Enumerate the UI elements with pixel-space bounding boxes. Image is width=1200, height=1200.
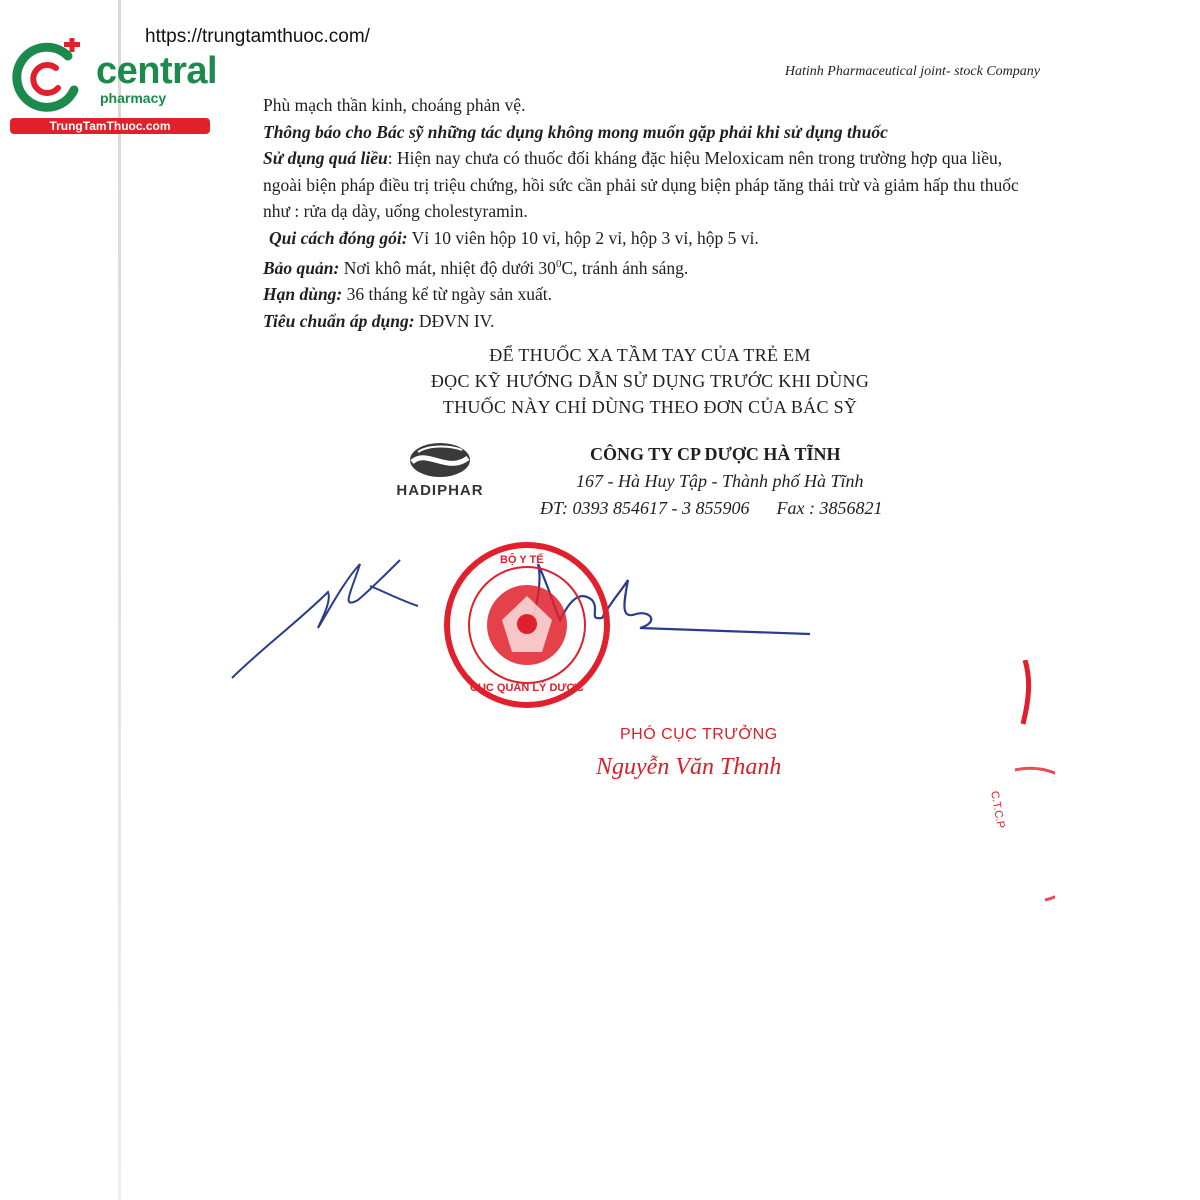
company-address: 167 - Hà Huy Tập - Thành phố Hà Tĩnh [576,471,864,491]
packing-line [263,225,1043,252]
company-name: CÔNG TY CP DƯỢC HÀ TĨNH [590,444,841,464]
manufacturer-block [540,444,940,519]
hadiphar-name: HADIPHAR [396,482,484,499]
side-stamp-text: C.T.C.P [988,790,1007,830]
standard-label: Tiêu chuẩn áp dụng: [263,310,415,331]
header-company: Hatinh Pharmaceutical joint- stock Company [784,64,1040,79]
hadiphar-emblem-icon [372,440,508,482]
storage-degree: 0 [555,258,562,270]
side-stamp [985,660,1055,910]
overdose-label: Sử dụng quá liều [263,148,388,168]
watermark-url: https://trungtamthuoc.com/ [145,26,370,47]
warning-line: ĐỂ THUỐC XA TẦM TAY CỦA TRẺ EM [489,345,811,365]
packing-text: Vỉ 10 viên hộp 10 vỉ, hộp 2 vỉ, hộp 3 vỉ, hộp 5 vỉ. [407,227,759,248]
notify-heading: Thông báo cho Bác sỹ những tác dụng không mong muốn gặp phải khi sử dụng thuốc [263,121,888,142]
warning-block [400,342,900,420]
document-body [263,92,1043,334]
approver-name: Nguyễn Văn Thanh [596,754,782,780]
storage-text: Nơi khô mát, nhiệt độ dưới 30 [339,257,556,278]
pharmacy-logo [8,38,218,138]
logo-subtitle: pharmacy [100,90,167,106]
standard-text: DĐVN IV. [414,310,495,331]
stamp-bottom-text: CỤC QUẢN LÝ DƯỢC [470,682,584,694]
body-line-1: Phù mạch thần kinh, choáng phản vệ. [263,95,526,115]
overdose-paragraph [263,145,1043,225]
storage-label: Bảo quản: [263,257,340,278]
company-contact: ĐT: 0393 854617 - 3 855906 Fax : 3856821 [540,498,883,518]
storage-line [263,251,1043,281]
approver-title: PHÓ CỤC TRƯỞNG [620,726,778,743]
logo-ring-icon [8,38,94,118]
storage-text-end: C, tránh ánh sáng. [561,257,689,278]
hadiphar-logo [372,440,508,502]
expiry-line [263,281,1043,308]
expiry-label: Hạn dùng: [263,284,343,305]
warning-line: THUỐC NÀY CHỈ DÙNG THEO ĐƠN CỦA BÁC SỸ [442,397,858,417]
page-left-edge [118,0,121,1200]
overdose-text: : Hiện nay chưa có thuốc đối kháng đặc hiệu Meloxicam nên trong trường hợp qua liều, ngoài biện pháp điều trị triệu chứng, hồi sức cần phải sử dụng biện pháp tăng thải trừ và giảm hấp thu thuốc như : rửa dạ dày, uống cholestyramin. [263,148,1019,221]
packing-label: Qui cách đóng gói: [269,227,408,248]
logo-wordmark: central [96,50,218,92]
stamp-top-text: BỘ Y TẾ [500,554,544,566]
standard-line [263,308,1043,335]
warning-line: ĐỌC KỸ HƯỚNG DẪN SỬ DỤNG TRƯỚC KHI DÙNG [430,371,870,391]
logo-banner: TrungTamThuoc.com [10,118,210,134]
expiry-text: 36 tháng kể từ ngày sản xuất. [342,284,552,305]
